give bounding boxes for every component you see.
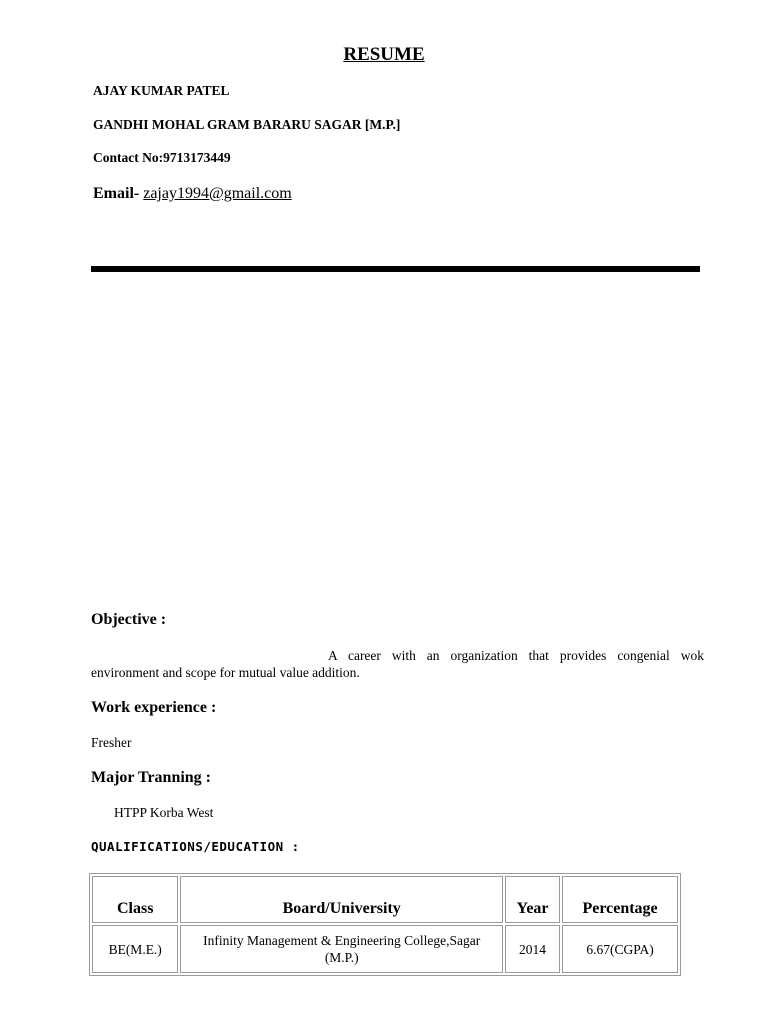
qualifications-heading: QUALIFICATIONS/EDUCATION : xyxy=(91,839,300,854)
contact-number: Contact No:9713173449 xyxy=(93,150,231,165)
column-header-board: Board/University xyxy=(180,876,503,923)
column-header-percentage: Percentage xyxy=(562,876,678,923)
objective-text: A career with an organization that provides congenial wok environment and scope for mutual value addition. xyxy=(91,648,704,680)
objective-text-block xyxy=(91,647,704,681)
column-header-class: Class xyxy=(92,876,178,923)
email-link[interactable]: zajay1994@gmail.com xyxy=(143,185,292,202)
header-divider xyxy=(91,266,700,272)
candidate-name: AJAY KUMAR PATEL xyxy=(93,83,230,98)
table-header-row xyxy=(92,876,678,923)
table-row xyxy=(92,925,678,973)
email-label: Email- xyxy=(93,185,140,202)
cell-year: 2014 xyxy=(505,925,560,973)
cell-class: BE(M.E.) xyxy=(92,925,178,973)
cell-percentage: 6.67(CGPA) xyxy=(562,925,678,973)
major-training-heading: Major Tranning : xyxy=(91,769,212,786)
education-table xyxy=(89,873,681,976)
email-line xyxy=(93,185,292,203)
candidate-address: GANDHI MOHAL GRAM BARARU SAGAR [M.P.] xyxy=(93,117,401,132)
cell-board: Infinity Management & Engineering College,Sagar (M.P.) xyxy=(180,925,503,973)
work-experience-heading: Work experience : xyxy=(91,699,217,716)
work-experience-value: Fresher xyxy=(91,735,132,750)
objective-heading: Objective : xyxy=(91,611,167,628)
column-header-year: Year xyxy=(505,876,560,923)
resume-title: RESUME xyxy=(343,44,425,65)
major-training-value: HTPP Korba West xyxy=(114,805,214,820)
